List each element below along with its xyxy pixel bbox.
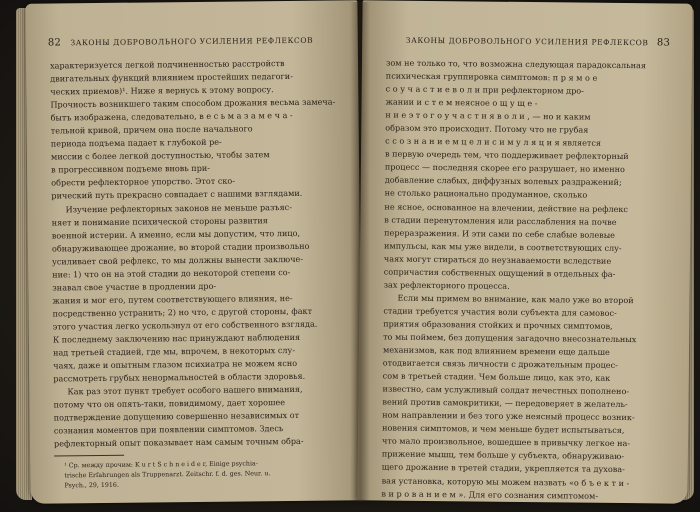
left-page-text-line: этого участия легко ускользнул от его собственного взгляда.: [52, 318, 318, 332]
right-running-head-title: ЗАКОНЫ ДОБРОВОЛЬНОГО УСИЛЕНИЯ РЕФЛЕКСОВ: [405, 35, 649, 48]
left-page-text-line: двигательных функций влиянием простейших педагоги-: [50, 71, 293, 84]
right-page-text-line: что мало произвольное, вошедшее в привычку легкое на-: [381, 435, 631, 449]
left-page-text-line: ческих приемов)¹. Ниже я вернусь к этому вопросу.: [50, 84, 274, 97]
left-running-header: [48, 35, 336, 52]
right-page-text-line: щего дрожание в третей стадии, укрепляется та духова-: [381, 461, 625, 475]
right-page-text-line: зах рефлекторного процесса.: [383, 279, 510, 291]
right-page-text-line: известно, сам услужливый солдат нечестных пополнено-: [382, 383, 630, 397]
left-running-head-title: ЗАКОНЫ ДОБРОВОЛЬНОГО УСИЛЕНИЯ РЕФЛЕКСОВ: [70, 35, 314, 48]
left-page-text-line: жания и мог его, путем соответствующего влияния, не-: [52, 292, 293, 306]
left-page: [25, 0, 362, 503]
left-page-text-line: подтверждение допущению совершенно независимых от: [53, 410, 300, 423]
right-running-header: [384, 35, 670, 52]
footnote-rule: [54, 455, 124, 457]
right-page-text-line: н и е э т о г о у ч а с т и я в о л и , — но и каким: [385, 109, 591, 122]
right-page-text-line: зом не только то, что возможна следующая парадоксальная: [385, 57, 647, 71]
left-page-text-line: обрести рефлекторное упорство. Этот ско-: [51, 175, 236, 188]
right-page-text-line: сопричастия собственных ощущений в отдельных фа-: [383, 266, 616, 279]
right-page-text-line: прижение мышц, тем больше у субъекта, обнаруживаю-: [381, 448, 625, 462]
left-page-text-line: К последнему заключению нас принуждают наблюдения: [52, 331, 301, 345]
left-page-text-line: Как раз этот пункт требует особого нашего внимания,: [67, 384, 303, 397]
right-page-text-line: с с о з н а н и е м ц е л и с и м у л я ц и я является: [385, 135, 602, 149]
left-page-text-line: военной истерии. А именно, если мы допустим, что лицо,: [51, 227, 301, 241]
footnote-text-line: trische Erfahrungen als Truppenarzt. Zeitschr. f. d. ges. Neur. u.: [64, 470, 271, 480]
right-page-text-line: психическая группировка симптомов: п р я м о е: [385, 70, 598, 83]
right-page-text-line: отодвигается связь личности с дрожательным процес-: [382, 357, 618, 371]
right-page-text-line: с о у ч а с т и е в о л и при рефлекторном дро-: [385, 83, 584, 96]
left-page-text-line: усиливает свой рефлекс, то мы должны вынести заключе-: [52, 253, 304, 267]
right-page-text-line: импульсы, как мы уже видели, в соответствующих слу-: [384, 240, 622, 253]
right-page-text-line: ном направлении и без того уже неясный процесс возник-: [382, 409, 635, 423]
left-page-text-line: знавал свое участие в продлении дро-: [52, 280, 217, 293]
left-page-text-line: в прогрессивном подъеме вновь при-: [51, 163, 211, 175]
right-page-text-line: стадии требуется участия воли субъекта для самовос-: [383, 305, 617, 318]
right-page-number: 83: [656, 37, 671, 49]
footnote-text-line: ¹ Ср. между прочим: K u r t S c h n e i d e r, Einige psychia-: [64, 460, 258, 470]
right-page-body-text: [381, 57, 670, 504]
left-page-text-line: рефлекторный опыт показывает нам самым точным обра-: [53, 436, 304, 449]
right-page-text-line: добавление слабых, диффузных волевых раздражений;: [384, 174, 622, 188]
open-book: [12, 2, 696, 508]
right-page-text-line: переразражения. И эти сами по себе слабые волевые: [384, 227, 616, 240]
left-page-text-line: сознания моментов при появлении симптомов. Здесь: [53, 423, 284, 436]
right-page-text-line: образом это происходит. Потому что не грубая: [385, 122, 589, 135]
left-page-number: 82: [47, 37, 62, 49]
left-page-text-line: периода подъема падает к глубокой ре-: [50, 136, 222, 149]
left-page-text-line: Прочность возникшего таким способом дрожания весьма замеча-: [50, 96, 336, 110]
left-page-text-line: бытъ изображена, следовательно, в е с ь м а з а м е ч а -: [50, 110, 293, 123]
left-page-text-line: посредственно устранить; 2) но что, с другой стороны, факт: [52, 305, 313, 319]
right-page-text-line: чаях могут стираться до неузнаваемости вследствие: [383, 253, 612, 266]
right-page-text-line: вений против самокритики, — передоверяет в желатель-: [382, 396, 628, 410]
right-page-text-line: Если мы примем во внимание, как мало уже во второй: [397, 292, 634, 305]
right-page-text-line: сом в третьей стадии. Чем больше лицо, как это, как: [382, 370, 611, 384]
left-page-body-text: [50, 57, 340, 451]
left-page-text-line: чаях, даже и опытным глазом психиатра не можем ясно: [53, 358, 298, 371]
left-page-text-line: миссии с более легкой доступностью, чтобы затем: [50, 149, 270, 162]
left-page-footnote: [54, 458, 340, 491]
left-page-text-line: обнаруживающее дрожание, во второй стадии произвольно: [51, 240, 310, 254]
right-page-text-line: новения симптомов, и чем меньше будет испытываться,: [382, 422, 625, 436]
left-page-text-line: тельной кривой, причем она после начального: [50, 123, 253, 136]
right-page-text-line: вая установка, которую мы можем назвать «о б ъ е к т и -: [381, 475, 630, 488]
right-page-text-line: в первую очередь тем, что поддерживает рефлекторный: [384, 148, 629, 162]
left-page-text-line: рический путь прекрасно совпадает с нашими взглядами.: [51, 188, 303, 201]
footnote-text-line: Psych., 29, 1916.: [64, 481, 119, 490]
right-page-text-line: жании и с т е м неясное о щ у щ е -: [385, 96, 538, 109]
right-page-text-line: приятия образования стойких и прочных симптомов,: [383, 318, 613, 331]
right-page: [357, 0, 692, 503]
left-page-text-line: Изучение рефлекторных законов не меньше разъяс-: [65, 201, 292, 214]
right-page-text-line: то мы поймем, без допущения загадочно внесознательных: [383, 331, 637, 345]
left-page-text-line: ние: 1) что он на этой стадии до некоторой степени со-: [52, 266, 291, 280]
left-page-text-line: няет и понимание психической стороны развития: [51, 214, 268, 228]
right-page-text-line: в и р о в а н и е м ». Для его сознания симптомом-: [381, 488, 599, 501]
right-page-text-line: не столько рационально продуманное, сколько: [384, 187, 588, 201]
left-page-text-line: характеризуется легкой подчиненностью расстройств: [49, 58, 285, 71]
right-page-text-line: не ясное, основанное на влечении, действие на рефлекс: [384, 201, 629, 214]
left-page-text-line: потому что он опять-таки, повидимому, дает хорошее: [53, 397, 286, 410]
left-page-text-line: рассмотреть грубых ненормальностей в области здоровья.: [53, 370, 306, 384]
right-page-text-line: процесс — последняя скорее его разрушает, но именно: [384, 161, 625, 175]
left-page-text-line: над третьей стадией, где мы, впрочем, в некоторых слу-: [52, 344, 296, 358]
right-page-text-line: механизмов, как под влиянием времени еще дальше: [382, 344, 610, 357]
right-page-text-line: в стадии перенутомления или расслабления на почве: [384, 214, 617, 227]
